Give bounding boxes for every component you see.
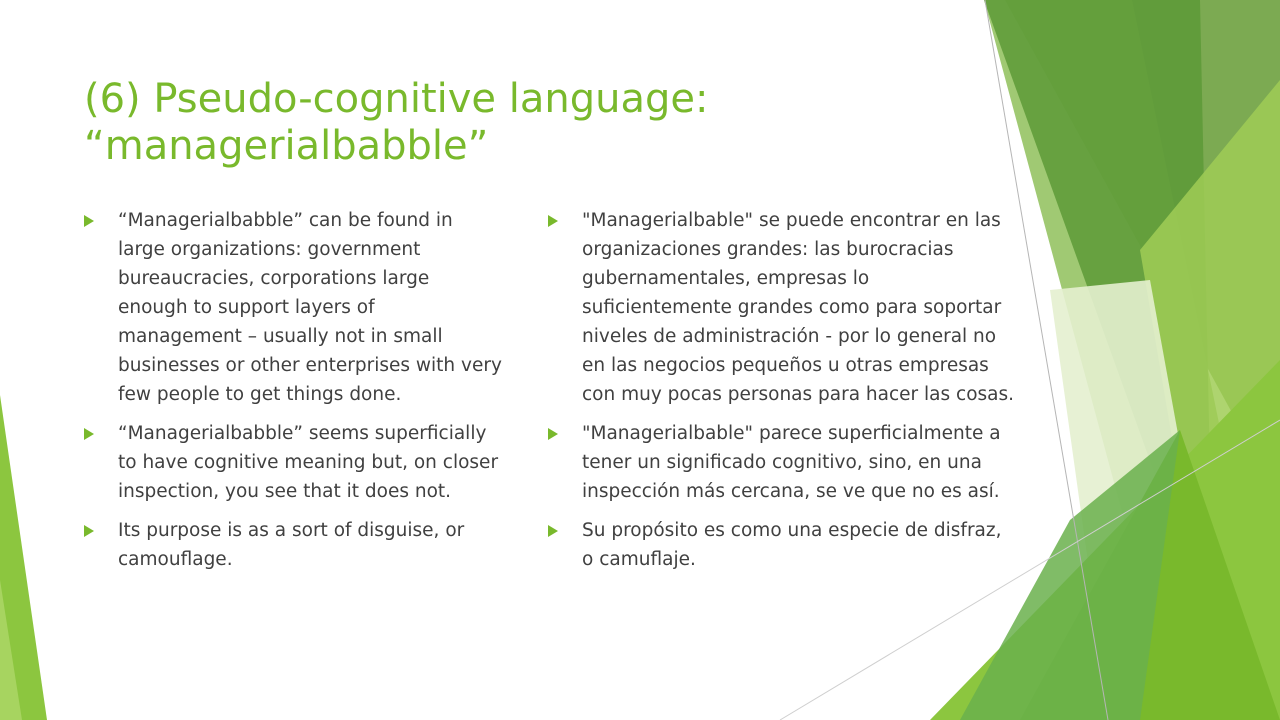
triangle-right-bullet-icon [548, 428, 558, 440]
bullet-item-en-3 [84, 516, 504, 574]
triangle-right-bullet-icon [84, 525, 94, 537]
title-line-2: “managerialbabble” [84, 123, 489, 169]
bullet-item-es-1 [548, 206, 1018, 409]
bullet-text: Su propósito es como una especie de disfraz, o camuflaje. [582, 520, 1002, 570]
spanish-bullet-list [548, 206, 1018, 584]
slide-title [84, 76, 944, 170]
bullet-item-en-1 [84, 206, 504, 409]
bullet-text: "Managerialbable" se puede encontrar en las organizaciones grandes: las burocracias gubernamentales, empresas lo suficientemente grandes como para soportar niveles de administración - por lo general no en las negocios pequeños u otras empresas con muy pocas personas para hacer las cosas. [582, 210, 1015, 405]
bullet-text: Its purpose is as a sort of disguise, or camouflage. [118, 520, 465, 570]
bullet-text: “Managerialbabble” seems superficially to have cognitive meaning but, on closer inspection, you see that it does not. [118, 423, 499, 502]
bullet-text: "Managerialbable" parece superficialmente a tener un significado cognitivo, sino, en una inspección más cercana, se ve que no es así. [582, 423, 1001, 502]
triangle-right-bullet-icon [548, 525, 558, 537]
english-bullet-list [84, 206, 504, 584]
triangle-right-bullet-icon [548, 215, 558, 227]
bullet-text: “Managerialbabble” can be found in large organizations: government bureaucracies, corporations large enough to support layers of management – usually not in small businesses or other enterprises with very few people to get things done. [118, 210, 502, 405]
title-line-1: (6) Pseudo-cognitive language: [84, 76, 709, 122]
bullet-item-es-2 [548, 419, 1018, 506]
triangle-right-bullet-icon [84, 428, 94, 440]
bullet-item-es-3 [548, 516, 1018, 574]
triangle-right-bullet-icon [84, 215, 94, 227]
bullet-item-en-2 [84, 419, 504, 506]
